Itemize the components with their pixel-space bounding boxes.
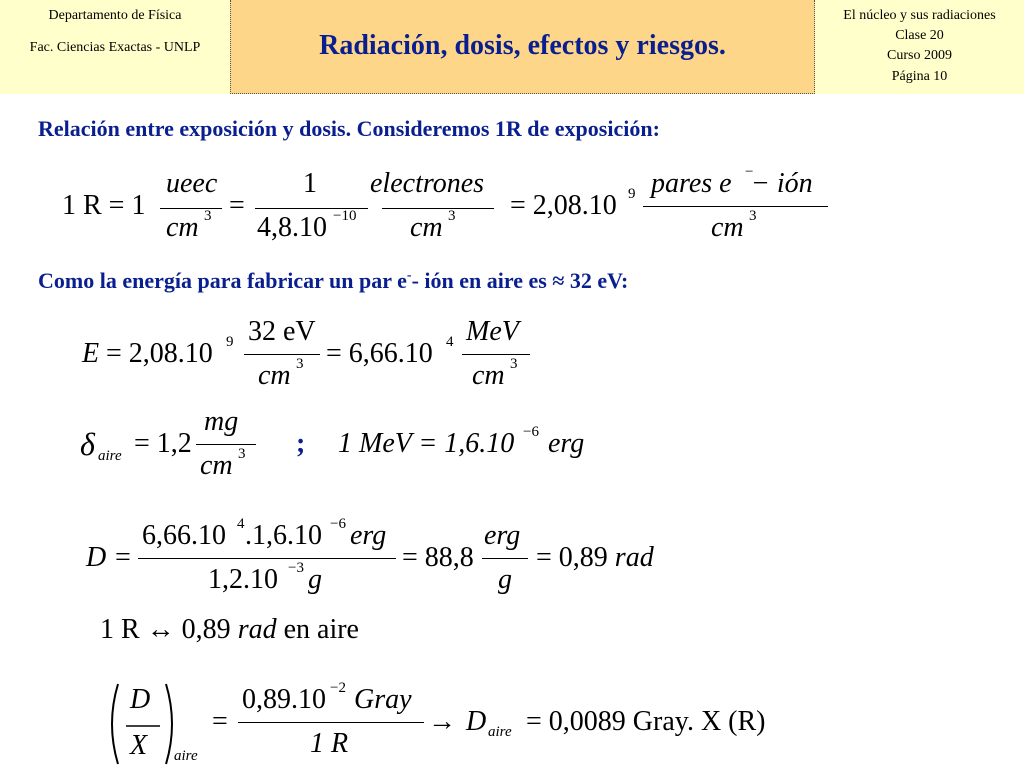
eq6-rhs-sub: aire [488, 724, 512, 740]
header-right-box [815, 0, 1024, 94]
eq1-mid-exp: 9 [628, 186, 636, 202]
eq1-fraction-constant [255, 168, 368, 248]
eq1-f4-num: pares e [651, 168, 732, 199]
page-number-label: Página 10 [891, 69, 948, 84]
eq4-fraction-dose [138, 516, 396, 600]
eq3-rhs: = 1,2 [134, 428, 192, 459]
eq4-f1-den-a: 1,2.10 [208, 564, 278, 595]
eq4-f1-den-unit: g [308, 564, 322, 595]
slide-title: Radiación, dosis, efectos y riesgos. [319, 30, 726, 61]
header-left-box [0, 0, 230, 94]
eq6-rhs-d: D [466, 706, 487, 737]
eq1-f1-den: cm [166, 212, 199, 243]
eq2-lhs-exp: 9 [226, 334, 234, 350]
eq1-f3-den: cm [410, 212, 443, 243]
section-heading-energy [38, 268, 628, 294]
eq4-f1-num-a: 6,66.10 [142, 520, 226, 551]
eq6-f-num-exp: −2 [330, 680, 346, 696]
eq2-fraction-ev [244, 316, 320, 396]
eq4-mid: = 88,8 [402, 542, 474, 573]
heading2-post: - ión en aire es ≈ 32 eV: [411, 268, 629, 293]
course-year-label: Curso 2009 [887, 48, 952, 63]
eq6-f-num-a: 0,89.10 [242, 684, 326, 715]
eq1-f4-den-exp: 3 [749, 208, 757, 224]
eq1-f2-num: 1 [303, 168, 317, 199]
eq3-separator: ; [296, 428, 306, 459]
eq4-lhs: D = [86, 542, 133, 573]
eq2-mid-exp: 4 [446, 334, 454, 350]
eq1-fraction-ueec [160, 168, 222, 248]
class-label: Clase 20 [895, 28, 944, 43]
eq1-f4-num-exp: − [745, 164, 754, 180]
eq5-text-b: en aire [276, 614, 359, 645]
eq3-fraction-mg [196, 406, 256, 486]
heading2-pre: Como la energía para fabricar un par e [38, 268, 407, 293]
eq2-f1-den: cm [258, 360, 291, 391]
eq2-fraction-mev [462, 316, 530, 396]
eq3-f-den: cm [200, 450, 233, 481]
eq6-equals: = [212, 706, 228, 737]
eq5-text-a: 1 R ↔ 0,89 [100, 614, 238, 645]
eq2-lhs-value: = 2,08.10 [106, 338, 213, 369]
eq4-fraction-erg-g [482, 520, 528, 600]
eq5-text-rad: rad [237, 614, 277, 645]
eq4-f1-num-exp2: −6 [330, 516, 346, 532]
eq4-f1-num-b: .1,6.10 [245, 520, 322, 551]
eq1-fraction-electrons [370, 168, 500, 248]
eq2-f1-den-exp: 3 [296, 356, 304, 372]
eq1-f3-num: electrones [370, 168, 485, 199]
eq1-lhs: 1 R = 1 [62, 190, 146, 221]
eq2-f2-num: MeV [466, 316, 519, 347]
eq4-f1-num-exp1: 4 [237, 516, 245, 532]
eq1-f1-num: ueec [166, 168, 218, 199]
eq3-delta-sub: aire [98, 448, 122, 464]
eq6-fraction-gray [238, 680, 424, 764]
eq1-f4-num-rest: − ión [751, 168, 813, 199]
eq3-f-num: mg [204, 406, 239, 437]
header-title-box [230, 0, 815, 94]
eq4-f1-den-exp: −3 [288, 560, 304, 576]
eq1-f4-den: cm [711, 212, 744, 243]
eq6-f-den: 1 R [310, 728, 349, 759]
eq2-f2-den: cm [472, 360, 505, 391]
eq1-f3-den-exp: 3 [448, 208, 456, 224]
eq3-conv-unit: erg [548, 428, 585, 459]
eq3-f-den-exp: 3 [238, 446, 246, 462]
section-heading-exposure: Relación entre exposición y dosis. Consideremos 1R de exposición: [38, 116, 660, 141]
eq4-f1-num-unit: erg [350, 520, 387, 551]
eq6-paren-sub: aire [174, 748, 198, 764]
eq6-paren-num: D [130, 684, 151, 715]
equation-roentgen-rad [100, 614, 359, 646]
eq2-f1-num: 32 eV [248, 316, 316, 347]
eq2-mid: = 6,66.10 [326, 338, 433, 369]
eq2-lhs-var: E [82, 338, 100, 369]
eq6-arrow: → [428, 706, 456, 737]
eq4-f2-num: erg [484, 520, 521, 551]
eq1-f2-den-exp: −10 [333, 208, 357, 224]
eq2-f2-den-exp: 3 [510, 356, 518, 372]
heading2-sup: - [406, 268, 412, 283]
course-topic-label: El núcleo y sus radiaciones [843, 8, 996, 23]
department-label: Departamento de Física [48, 8, 182, 23]
eq1-mid: = 2,08.10 [510, 190, 617, 221]
eq3-delta: δ [80, 426, 95, 462]
eq1-f2-den: 4,8.10 [257, 212, 327, 243]
eq4-f2-den: g [498, 564, 512, 595]
eq6-paren-den: X [130, 730, 148, 761]
eq3-conv: 1 MeV = 1,6.10 [338, 428, 515, 459]
eq1-f1-den-exp: 3 [204, 208, 212, 224]
eq1-fraction-pairs [643, 164, 828, 248]
eq3-conv-exp: −6 [523, 424, 539, 440]
eq6-rhs: = 0,0089 Gray. X (R) [526, 706, 766, 737]
eq4-rhs-num: = 0,89 rad [536, 542, 654, 573]
eq1-equals: = [229, 190, 245, 221]
faculty-label: Fac. Ciencias Exactas - UNLP [29, 40, 201, 55]
eq6-f-num-unit: Gray [354, 684, 412, 715]
